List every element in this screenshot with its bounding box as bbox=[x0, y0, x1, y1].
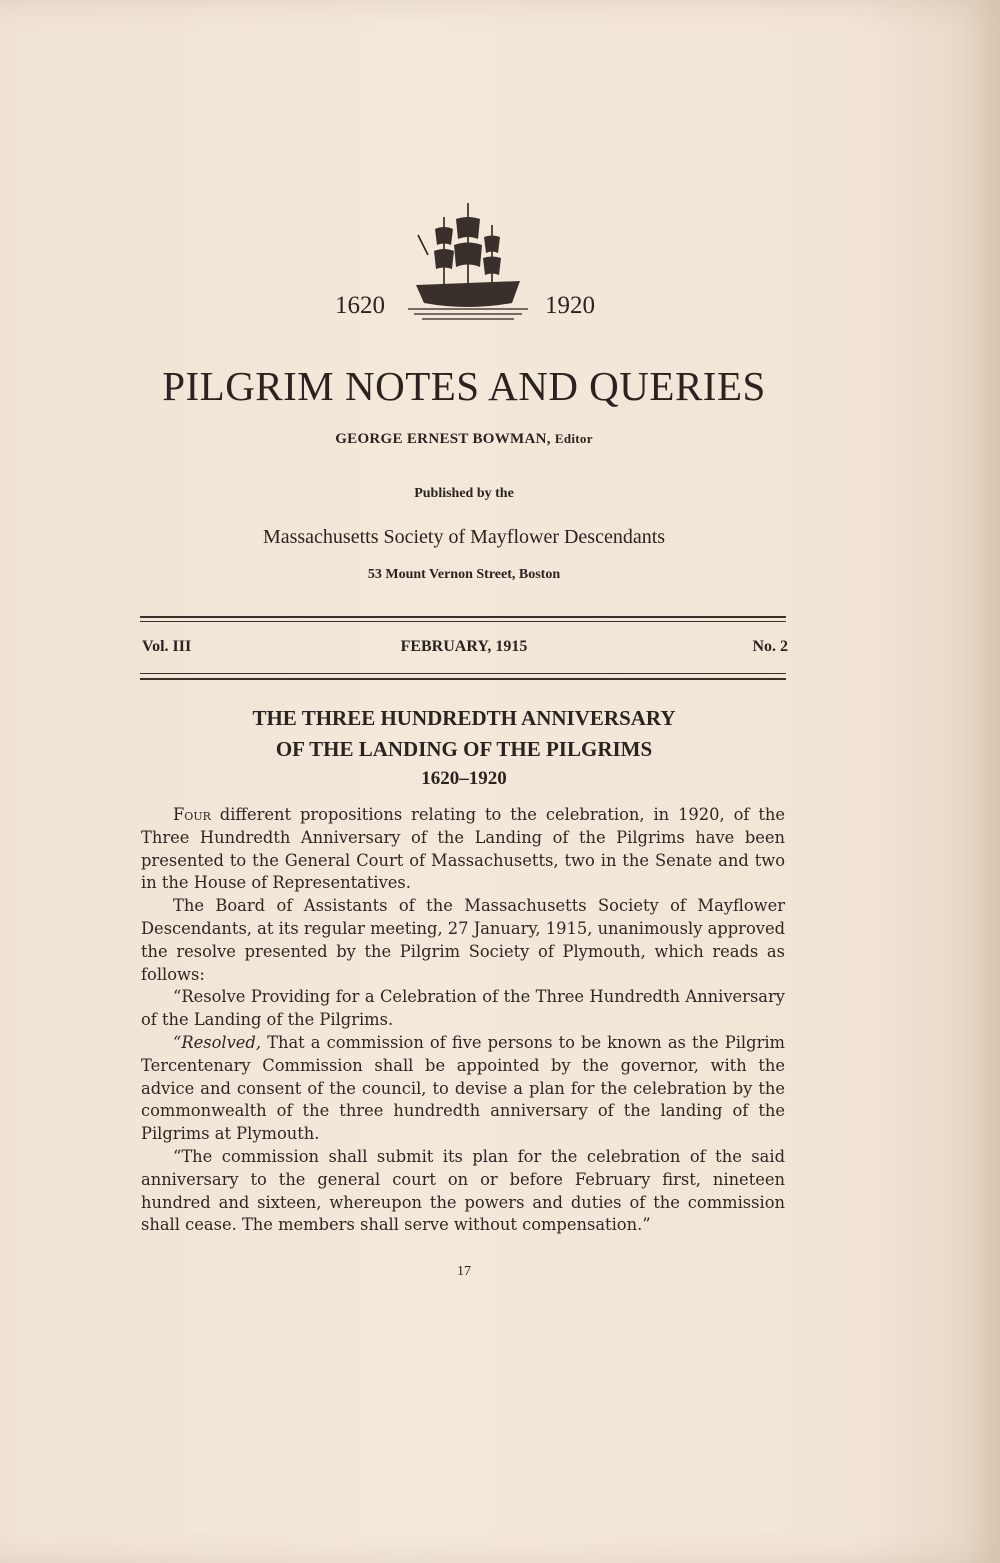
editor-name: GEORGE ERNEST BOWMAN, bbox=[335, 431, 551, 447]
year-end: 1920 bbox=[545, 292, 595, 319]
paragraph bbox=[141, 804, 785, 895]
header-rule-top bbox=[140, 616, 786, 618]
page-number: 17 bbox=[457, 1264, 471, 1279]
journal-title: PILGRIM NOTES AND QUERIES bbox=[162, 363, 766, 409]
article-title-line1: THE THREE HUNDREDTH ANNIVERSARY bbox=[252, 706, 676, 730]
paragraph-text: That a commission of five persons to be known as the Pilgrim Tercentenary Commission shall be appointed by the governor, with the advice and consent of the council, to devise a plan for the celebration by the commonwealth of the three hundredth anniversary of the landing of the Pilgrims at Plymouth. bbox=[141, 1032, 785, 1144]
issue-number: No. 2 bbox=[752, 638, 788, 655]
header-rule-bottom bbox=[140, 678, 786, 680]
header-rule-bottom-thin bbox=[140, 673, 786, 674]
paragraph: “Resolve Providing for a Celebration of the Three Hundredth Anniversary of the Landing of the Pilgrims. bbox=[141, 987, 785, 1030]
resolved-italic: “Resolved, bbox=[173, 1032, 262, 1052]
paragraph: “The commission shall submit its plan for the celebration of the said anniversary to the general court on or before February first, nineteen hundred and sixteen, whereupon the powers and duties of the commission shall cease. The members shall serve without compensation.” bbox=[141, 1146, 785, 1235]
editor-line bbox=[140, 431, 788, 448]
publisher-society: Massachusetts Society of Mayflower Descendants bbox=[262, 526, 666, 548]
article-title-line2: OF THE LANDING OF THE PILGRIMS bbox=[275, 737, 653, 761]
published-by: Published by the bbox=[414, 486, 514, 501]
publisher-address: 53 Mount Vernon Street, Boston bbox=[367, 567, 561, 582]
issue-date: FEBRUARY, 1915 bbox=[400, 638, 528, 655]
year-start: 1620 bbox=[335, 292, 385, 319]
lead-word: Four bbox=[173, 805, 211, 824]
article-body bbox=[141, 804, 785, 1237]
header-rule-top-thin bbox=[140, 621, 786, 622]
paragraph bbox=[141, 1032, 785, 1146]
paragraph-text: different propositions relating to the celebration, in 1920, of the Three Hundredth Anniversary of the Landing of the Pilgrims have been presented to the General Court of Massachusetts, two in the Senate and two in the House of Representatives. bbox=[141, 805, 785, 893]
ship-emblem-icon bbox=[408, 195, 528, 325]
paragraph: The Board of Assistants of the Massachusetts Society of Mayflower Descendants, at its regular meeting, 27 January, 1915, unanimously approved the resolve presented by the Pilgrim Society of Plymouth, which reads as follows: bbox=[141, 896, 785, 984]
issue-line bbox=[140, 638, 788, 662]
article-title-years: 1620–1920 bbox=[421, 768, 507, 789]
editor-role: Editor bbox=[554, 431, 593, 446]
volume: Vol. III bbox=[142, 638, 192, 655]
